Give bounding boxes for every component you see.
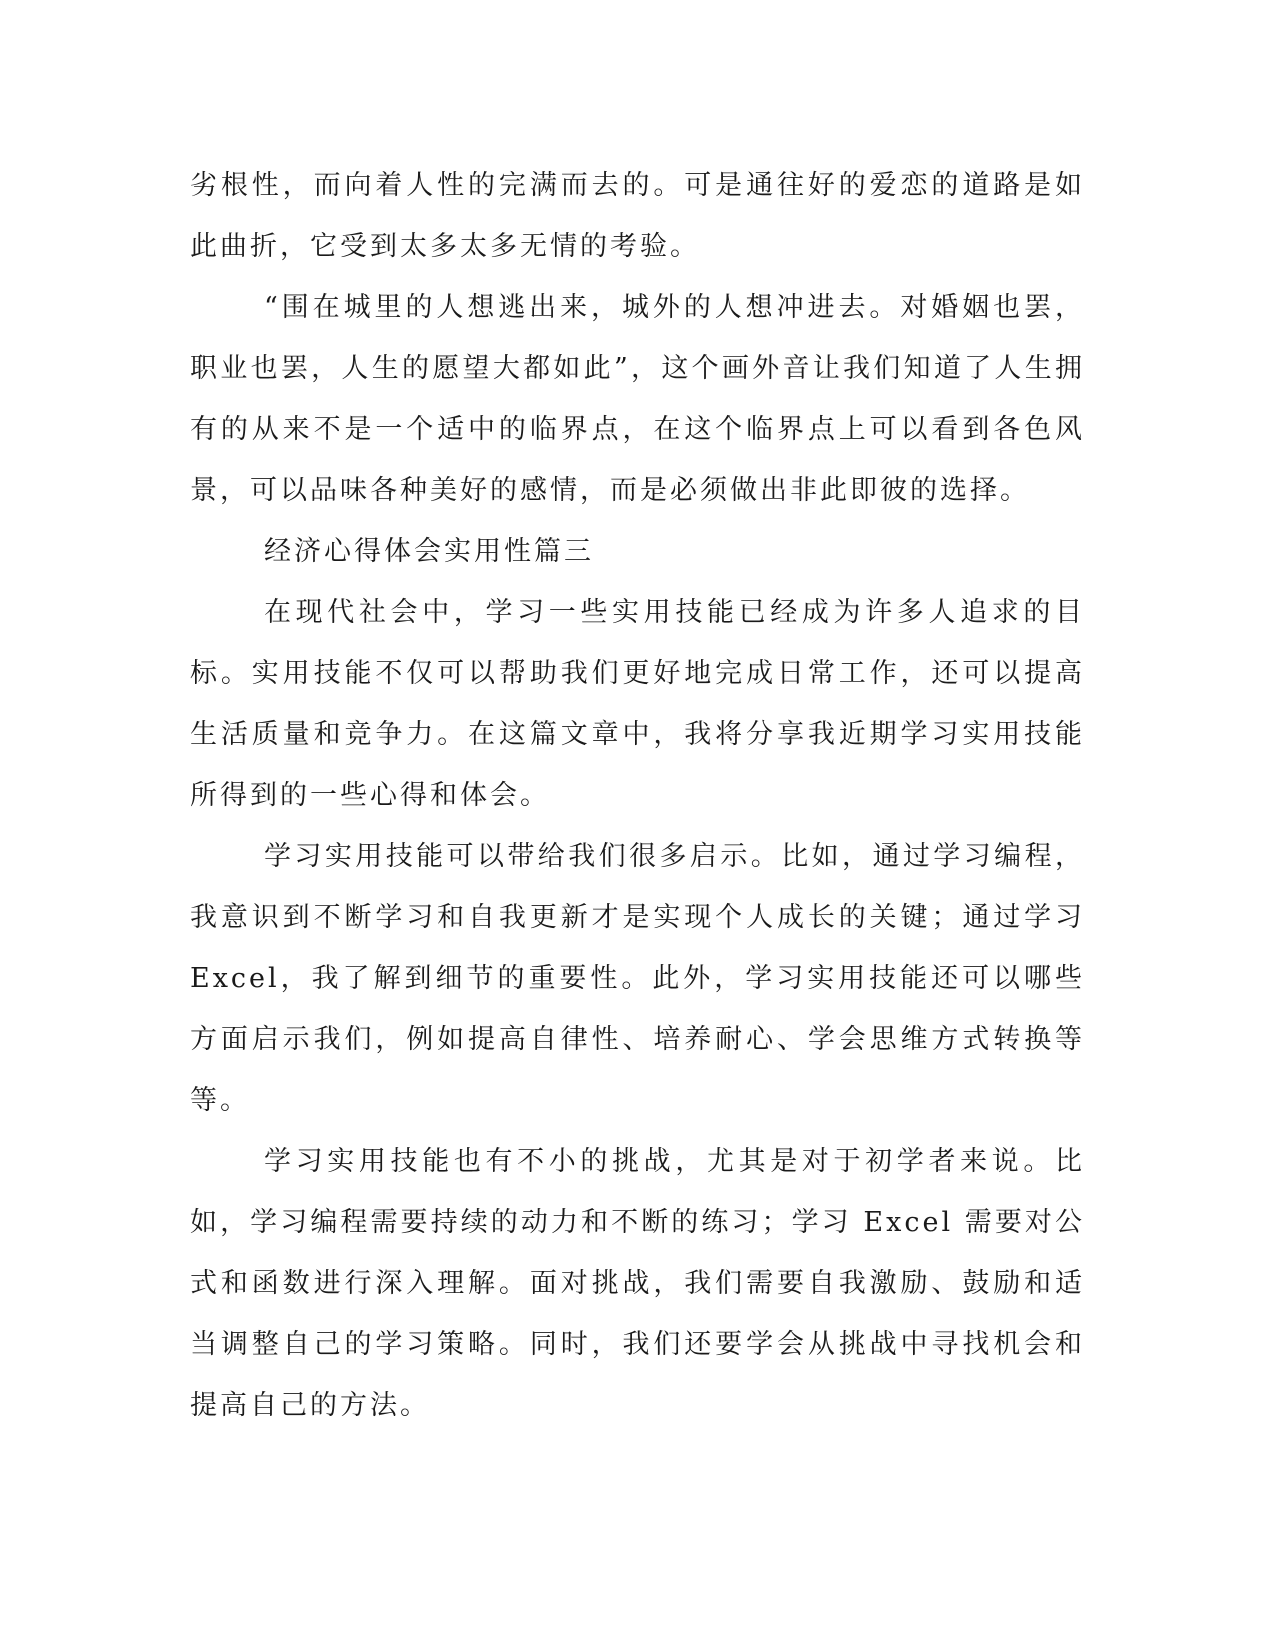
document-body: [190, 155, 1085, 1436]
paragraph-intro: 在现代社会中，学习一些实用技能已经成为许多人追求的目标。实用技能不仅可以帮助我们更好地完成日常工作，还可以提高生活质量和竞争力。在这篇文章中，我将分享我近期学习实用技能所得到的一些心得和体会。: [190, 597, 1085, 811]
paragraph-insights: 学习实用技能可以带给我们很多启示。比如，通过学习编程，我意识到不断学习和自我更新才是实现个人成长的关键；通过学习 Excel，我了解到细节的重要性。此外，学习实用技能还可以哪些方面启示我们，例如提高自律性、培养耐心、学会思维方式转换等等。: [190, 841, 1085, 1116]
paragraph-continuation: 劣根性，而向着人性的完满而去的。可是通往好的爱恋的道路是如此曲折，它受到太多太多无情的考验。: [190, 170, 1085, 262]
paragraph-quote: “围在城里的人想逃出来，城外的人想冲进去。对婚姻也罢，职业也罢，人生的愿望大都如此”，这个画外音让我们知道了人生拥有的从来不是一个适中的临界点，在这个临界点上可以看到各色风景，可以品味各种美好的感情，而是必须做出非此即彼的选择。: [190, 292, 1085, 506]
section-heading: 经济心得体会实用性篇三: [264, 536, 594, 567]
paragraph-challenges: 学习实用技能也有不小的挑战，尤其是对于初学者来说。比如，学习编程需要持续的动力和不断的练习；学习 Excel 需要对公式和函数进行深入理解。面对挑战，我们需要自我激励、鼓励和适当调整自己的学习策略。同时，我们还要学会从挑战中寻找机会和提高自己的方法。: [190, 1146, 1085, 1421]
